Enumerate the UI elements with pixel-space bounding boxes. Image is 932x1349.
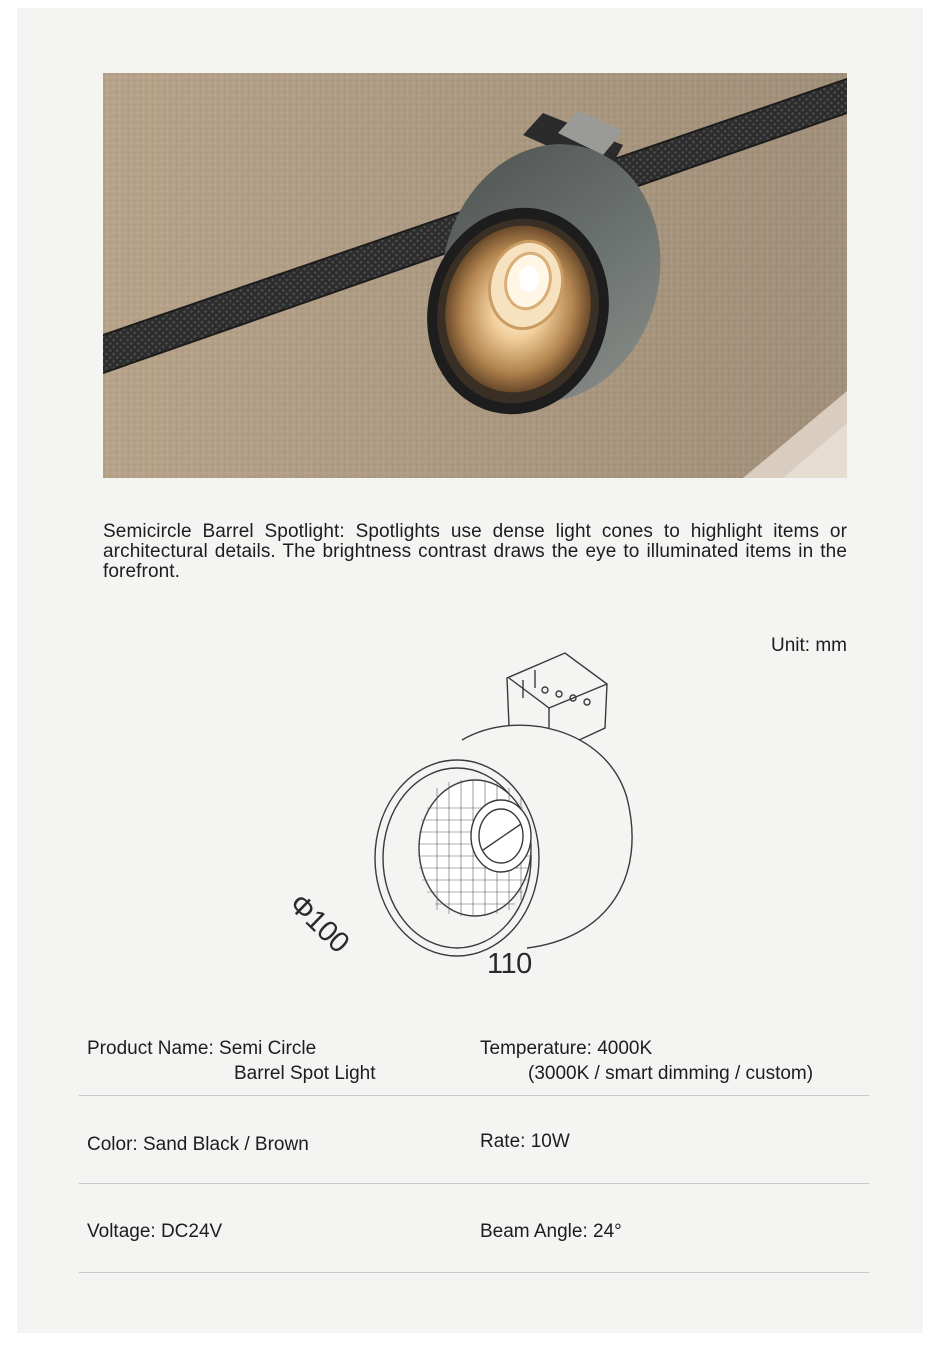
spotlight-photo-illustration: [103, 73, 847, 478]
spec-product-name-value: Semi Circle: [219, 1038, 317, 1059]
unit-label: Unit: mm: [771, 635, 847, 656]
spec-beam-angle: [480, 1219, 622, 1244]
spec-row: [79, 1028, 869, 1096]
spec-rate: [480, 1129, 570, 1154]
product-description: Semicircle Barrel Spotlight: Spotlights use dense light cones to highlight items or architectural details. The brightness contrast draws the eye to illuminated items in the forefront.: [103, 521, 847, 582]
width-dimension-label: 110: [487, 948, 532, 980]
spec-row: [79, 1096, 869, 1184]
spec-rate-value: 10W: [530, 1131, 570, 1152]
spec-beam-angle-label: Beam Angle:: [480, 1221, 588, 1242]
spec-temperature-label: Temperature:: [480, 1038, 592, 1059]
spec-temperature-value: 4000K: [597, 1038, 653, 1059]
spec-color-label: Color:: [87, 1134, 138, 1155]
spec-product-name-value-line2: Barrel Spot Light: [234, 1063, 376, 1084]
spec-voltage-value: DC24V: [160, 1221, 223, 1242]
spec-row: [79, 1184, 869, 1273]
spec-color: [87, 1132, 309, 1157]
spec-color-value: Sand Black / Brown: [142, 1134, 309, 1155]
product-photo: [103, 73, 847, 478]
spec-temperature-note: (3000K / smart dimming / custom): [528, 1063, 814, 1084]
spec-product-name-label: Product Name:: [87, 1038, 214, 1059]
spec-voltage-label: Voltage:: [87, 1221, 156, 1242]
spec-table: [79, 1028, 869, 1273]
spec-beam-angle-value: 24°: [593, 1221, 622, 1242]
page-sheet: [17, 8, 923, 1333]
spec-voltage: [87, 1219, 222, 1244]
spec-rate-label: Rate:: [480, 1131, 526, 1152]
diameter-dimension-label: Φ100: [282, 888, 356, 960]
spec-temperature: [480, 1036, 813, 1086]
spec-product-name: [87, 1036, 376, 1086]
